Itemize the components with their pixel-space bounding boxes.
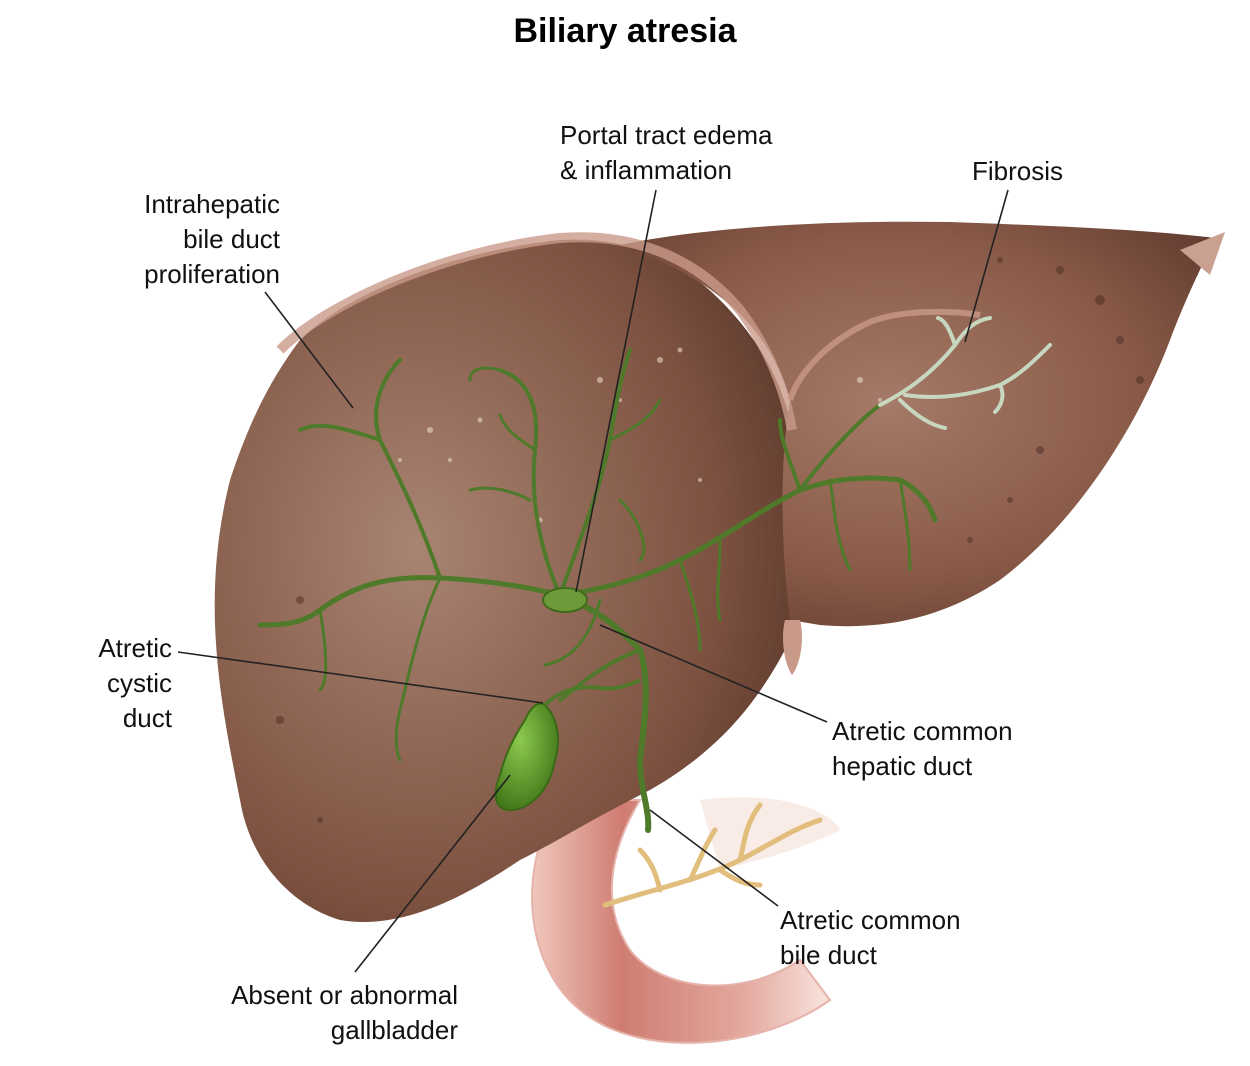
label-line: Atretic common	[780, 905, 961, 935]
right-lobe	[215, 240, 790, 922]
label-line: Fibrosis	[972, 156, 1064, 186]
label-fibrosis	[972, 154, 1063, 189]
label-line: Portal tract edema	[560, 120, 773, 150]
label-line: gallbladder	[330, 1015, 458, 1045]
label-line: cystic	[107, 668, 172, 698]
label-intrahepatic	[100, 187, 280, 292]
label-line: duct	[122, 703, 172, 733]
label-line: hepatic duct	[832, 751, 973, 781]
label-cystic-duct	[60, 631, 172, 736]
label-line: bile duct	[780, 940, 877, 970]
label-gallbladder	[190, 978, 458, 1048]
label-line: Intrahepatic	[144, 189, 280, 219]
portal-node	[543, 588, 587, 612]
label-common-hepatic-duct	[832, 714, 1013, 784]
label-line: Absent or abnormal	[231, 980, 458, 1010]
diagram-title: Biliary atresia	[513, 12, 737, 50]
label-line: Atretic common	[832, 716, 1013, 746]
ligament-tail	[783, 620, 802, 675]
label-line: proliferation	[144, 259, 280, 289]
label-portal-tract	[560, 118, 772, 188]
label-line: & inflammation	[560, 155, 732, 185]
duodenum-outer	[700, 797, 840, 870]
label-common-bile-duct	[780, 903, 961, 973]
label-line: bile duct	[183, 224, 280, 254]
label-line: Atretic	[98, 633, 172, 663]
